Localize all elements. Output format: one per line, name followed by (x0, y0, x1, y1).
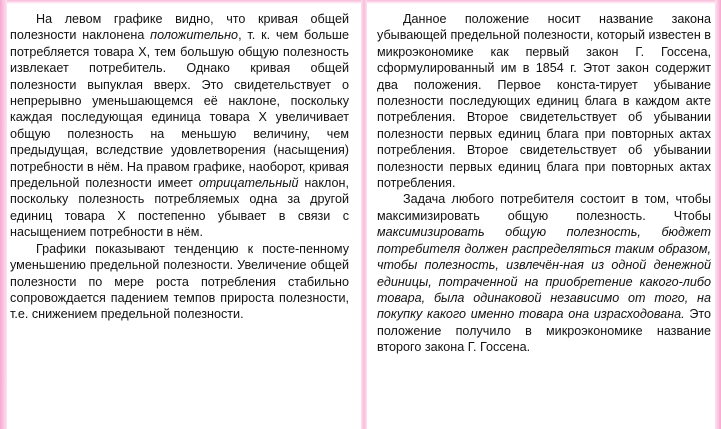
column-divider (361, 0, 367, 429)
left-frame-border (0, 0, 7, 429)
text-run: Это положение получило в микроэкономике название второго закона Г. Госсена. (377, 307, 711, 355)
text-run: На левом графике видно, что кривая общей полезности наклонена (10, 12, 349, 43)
text-run: , т. к. чем больше потребляется товара X, тем большую общую полезность извлекает потребитель. Однако кривая общей полезности выпуклая вверх. Это свидетельствует о непрерывно уменьшающемся её наклоне, поскольку каждая последующая единица товара X увеличивает общую полезность на меньшую величину, чем предыдущая, вследствие удовлетворения (насыщения) потребности в нём. На правом графике, наоборот, кривая предельной полезности имеет (10, 28, 349, 191)
right-column (377, 11, 711, 356)
text-run: наклон, поскольку полезность потребляемых одна за другой единиц товара X постепенно убывает в связи с насыщением потребности в нём. (10, 176, 349, 240)
emphasis-negative: отрицательный (198, 176, 299, 191)
text-run: Задача любого потребителя состоит в том, чтобы максимизировать общую полезность. Чтобы (377, 192, 711, 223)
emphasis-positive: положительно (150, 28, 239, 43)
emphasis-maximize: максимизировать общую полезность, бюджет потребителя должен распределяться таким образом, чтобы полезность, извлечён-ная из одной денежной единицы, потраченной на приобретение какого-либо товара, была одинаковой независимо от того, на покупку какого именно товара она израсходована. (377, 225, 711, 322)
right-paragraph-1: Данное положение носит название закона убывающей предельной полезности, который известен в микроэкономике как первый закон Г. Госсена, сформулированный им в 1854 г. Этот закон содержит два положения. Первое конста-тирует убывание полезности последующих единиц блага в каждом акте потребления. Второе свидетельствует об убывании полезности первых единиц блага при повторных актах потребления. Второе свидетельствует об убывании полезности первых единиц блага при повторных актах потребления. (377, 12, 711, 191)
right-frame-border (715, 0, 721, 429)
left-column (10, 11, 349, 323)
left-paragraph-2: Графики показывают тенденцию к посте-пенному уменьшению предельной полезности. Увеличение общей полезности по мере роста потребления стабильно сопровождается падением темпов прироста полезности, т.е. снижением предельной полезности. (10, 241, 349, 322)
right-paragraph-2 (377, 191, 711, 355)
left-paragraph-1 (10, 11, 349, 241)
